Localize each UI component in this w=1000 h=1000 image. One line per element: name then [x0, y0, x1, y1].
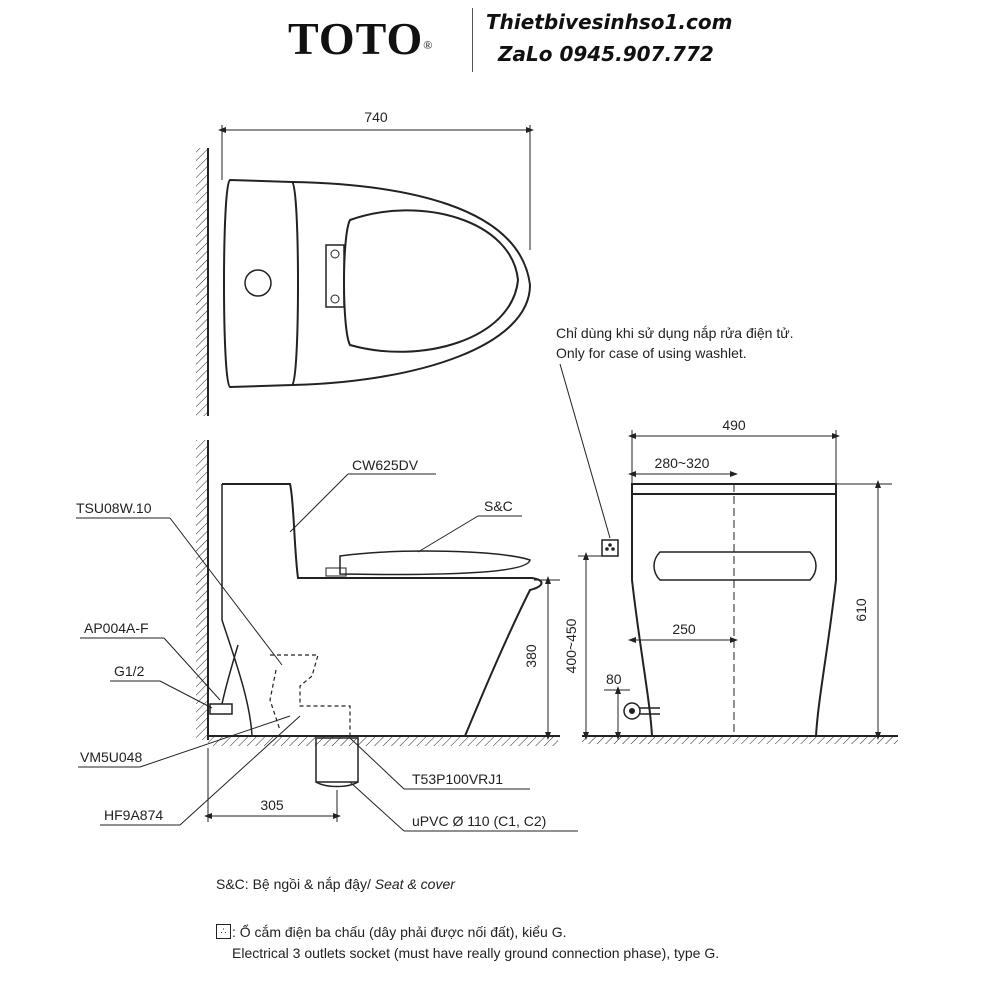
label-tsu08w: TSU08W.10 [76, 500, 152, 516]
floor-hatch-side [208, 736, 558, 746]
floor-hatch-front [582, 736, 898, 744]
website-text: Thietbivesinhso1.com [486, 10, 733, 34]
front-view [556, 325, 898, 744]
note-vi: Chỉ dùng khi sử dụng nắp rửa điện tử. [556, 325, 794, 341]
label-ap004a: AP004A-F [84, 620, 149, 636]
toilet-body-front [632, 494, 836, 736]
seat-front [654, 552, 816, 580]
tank-outline-top [224, 180, 298, 387]
wall-hatch-top [196, 148, 208, 416]
dim-490: 490 [722, 417, 746, 433]
seat-outline-top [344, 210, 518, 351]
legend-sc-vi: S&C: Bệ ngồi & nắp đậy/ [216, 876, 375, 892]
legend-socket [232, 922, 719, 964]
hose-line [222, 645, 238, 704]
hinge-top [326, 245, 344, 307]
legend-seat-cover [216, 876, 455, 892]
flush-button-icon [245, 270, 271, 296]
dim-400-450: 400~450 [563, 618, 579, 674]
legend-socket-en: Electrical 3 outlets socket (must have really ground connection phase), type G. [232, 945, 720, 961]
wall-hatch-side [196, 440, 208, 740]
top-view [196, 109, 530, 416]
label-vm5u048: VM5U048 [80, 749, 143, 765]
dim-610: 610 [853, 598, 869, 622]
contact-text: ZaLo 0945.907.772 [498, 42, 714, 66]
bowl-outline-top [292, 182, 530, 385]
side-view [76, 440, 578, 831]
label-seat-cover: S&C [484, 498, 513, 514]
label-hf9a874: HF9A874 [104, 807, 164, 823]
legend-socket-vi: : Ổ cắm điện ba chấu (dây phải được nối đất), kiểu G. [232, 924, 567, 940]
label-upvc: uPVC Ø 110 (C1, C2) [412, 813, 547, 829]
brand-logo: TOTO® [288, 13, 434, 64]
dim-280-320: 280~320 [654, 455, 710, 471]
socket-icon: ∴ [216, 924, 231, 939]
label-t53p100: T53P100VRJ1 [412, 771, 504, 787]
dim-740: 740 [364, 109, 388, 125]
dim-380: 380 [523, 644, 539, 668]
note-en: Only for case of using washlet. [556, 345, 747, 361]
label-cw625dv: CW625DV [352, 457, 419, 473]
seat-side [340, 551, 530, 574]
legend-sc-en: Seat & cover [374, 876, 455, 892]
dim-305: 305 [260, 797, 284, 813]
dim-80: 80 [606, 671, 622, 687]
stop-valve-icon [210, 704, 232, 714]
label-g12: G1/2 [114, 663, 145, 679]
socket-icon [602, 540, 618, 556]
dim-250: 250 [672, 621, 696, 637]
